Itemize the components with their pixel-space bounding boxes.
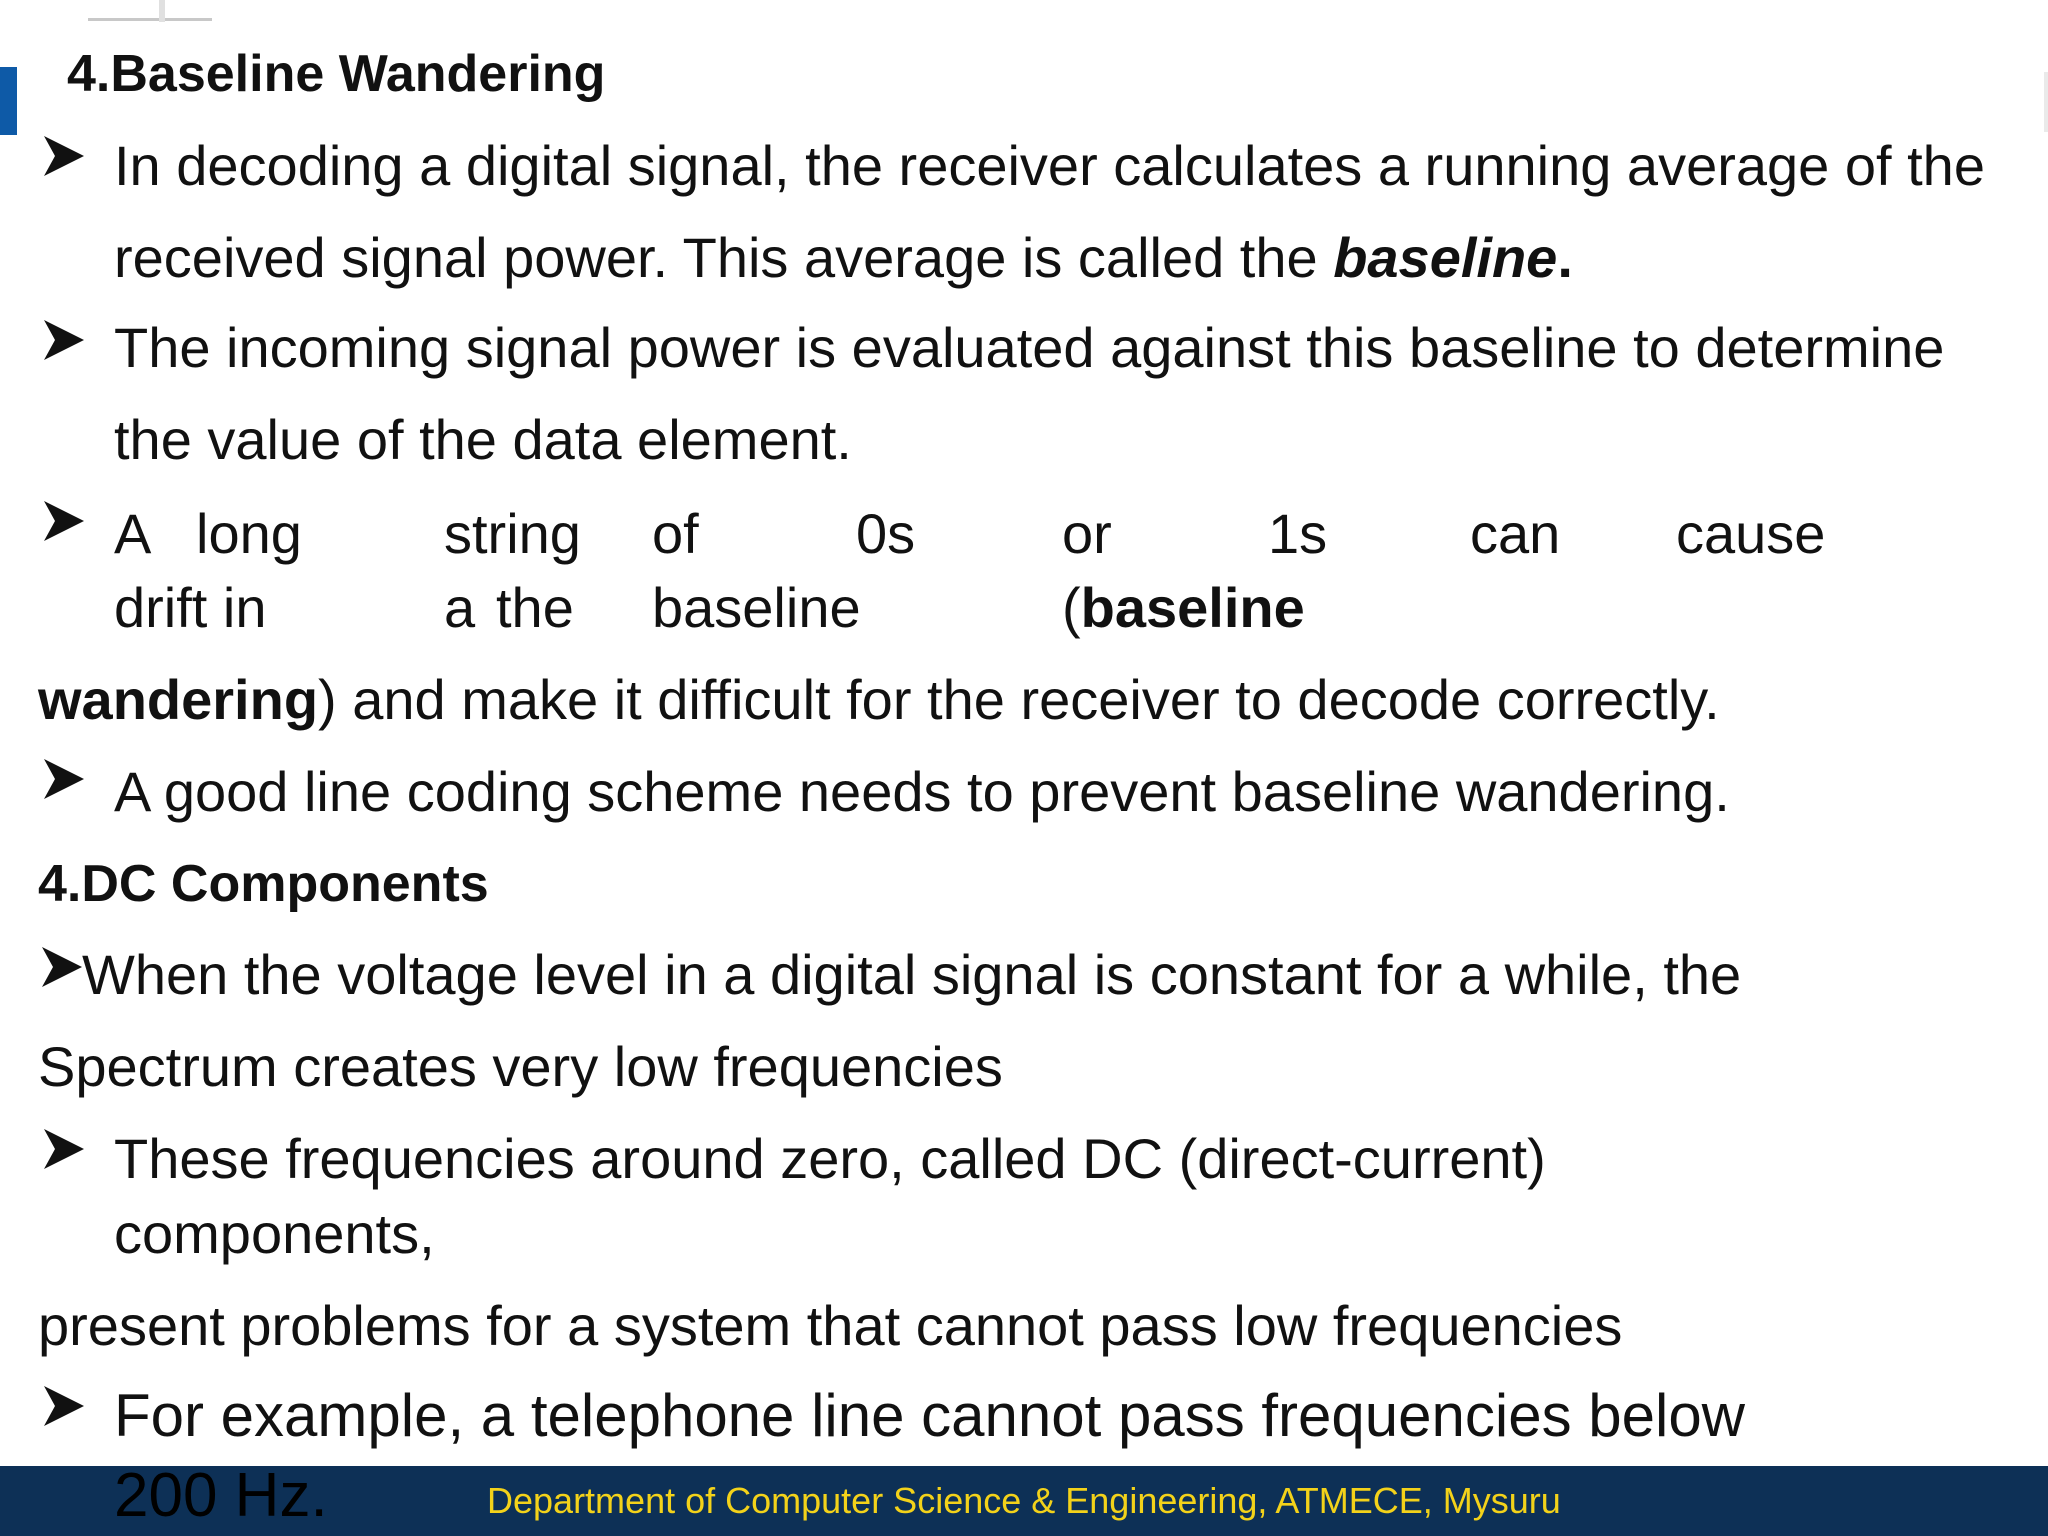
arrowhead-bullet-icon: [40, 755, 86, 801]
open-paren: (: [1062, 576, 1081, 639]
bullet-3-word: of: [652, 502, 699, 565]
arrowhead-bullet-icon: [38, 943, 84, 989]
bullet-3-word: the: [496, 576, 574, 639]
bullet-5-line-1: When the voltage level in a digital signal is constant for a while, the: [82, 943, 1742, 1006]
bullet-3-line-3: [38, 668, 1720, 732]
section-heading-dc-components: 4.DC Components: [38, 855, 489, 913]
bullet-3-word: or: [1062, 502, 1112, 565]
wandering-bold: wandering: [38, 668, 319, 731]
bullet-6-line-1: These frequencies around zero, called DC (direct-current): [114, 1127, 1546, 1190]
bullet-2-line-2: the value of the data element.: [114, 408, 852, 471]
accent-bar: [0, 67, 17, 135]
bullet-5-line-2: Spectrum creates very low frequencies: [38, 1035, 1003, 1098]
bullet-3-word: can: [1470, 502, 1561, 565]
bullet-1-period: .: [1557, 226, 1573, 289]
bullet-1-line-2-prefix: received signal power. This average is called the: [114, 226, 1334, 289]
arrowhead-bullet-icon: [40, 497, 86, 543]
bullet-7-line-1: For example, a telephone line cannot pass frequencies below: [114, 1382, 1746, 1449]
footer-text: Department of Computer Science & Engineering, ATMECE, Mysuru: [487, 1480, 1561, 1521]
bullet-1-line-1: In decoding a digital signal, the receiver calculates a running average of the: [114, 134, 1985, 197]
top-rule: [88, 18, 212, 21]
baseline-emphasis: baseline: [1333, 226, 1558, 289]
right-edge-mark: [2044, 72, 2048, 132]
bullet-3-word: A: [114, 502, 152, 565]
top-tick-mark: [159, 0, 165, 22]
bullet-7-line-2: 200 Hz.: [114, 1461, 328, 1530]
bullet-4: A good line coding scheme needs to prevent baseline wandering.: [114, 760, 1730, 823]
section-heading-baseline-wandering: 4.Baseline Wandering: [67, 45, 606, 103]
arrowhead-bullet-icon: [40, 1125, 86, 1171]
bullet-6-line-2: components,: [114, 1202, 435, 1265]
bullet-3-word: long: [196, 502, 302, 565]
bullet-3-line-3-rest: ) and make it difficult for the receiver to decode correctly.: [318, 668, 1720, 731]
bullet-2-line-1: The incoming signal power is evaluated against this baseline to determine: [114, 316, 1945, 379]
bullet-3-word: [1062, 576, 1305, 640]
bullet-3-word: string: [444, 502, 581, 565]
arrowhead-bullet-icon: [40, 1382, 86, 1428]
bullet-3-word: 0s: [856, 502, 916, 565]
bullet-3-word: a: [444, 576, 476, 639]
bullet-3-word: baseline: [652, 576, 861, 639]
bullet-3-word: 1s: [1268, 502, 1328, 565]
arrowhead-bullet-icon: [40, 316, 86, 362]
bullet-6-line-3: present problems for a system that cannot pass low frequencies: [38, 1294, 1623, 1357]
bullet-1-line-2: [114, 226, 1573, 290]
bullet-3-word: drift in: [114, 576, 267, 639]
bullet-3-word: cause: [1676, 502, 1826, 565]
baseline-bold: baseline: [1080, 576, 1305, 639]
arrowhead-bullet-icon: [40, 132, 86, 178]
